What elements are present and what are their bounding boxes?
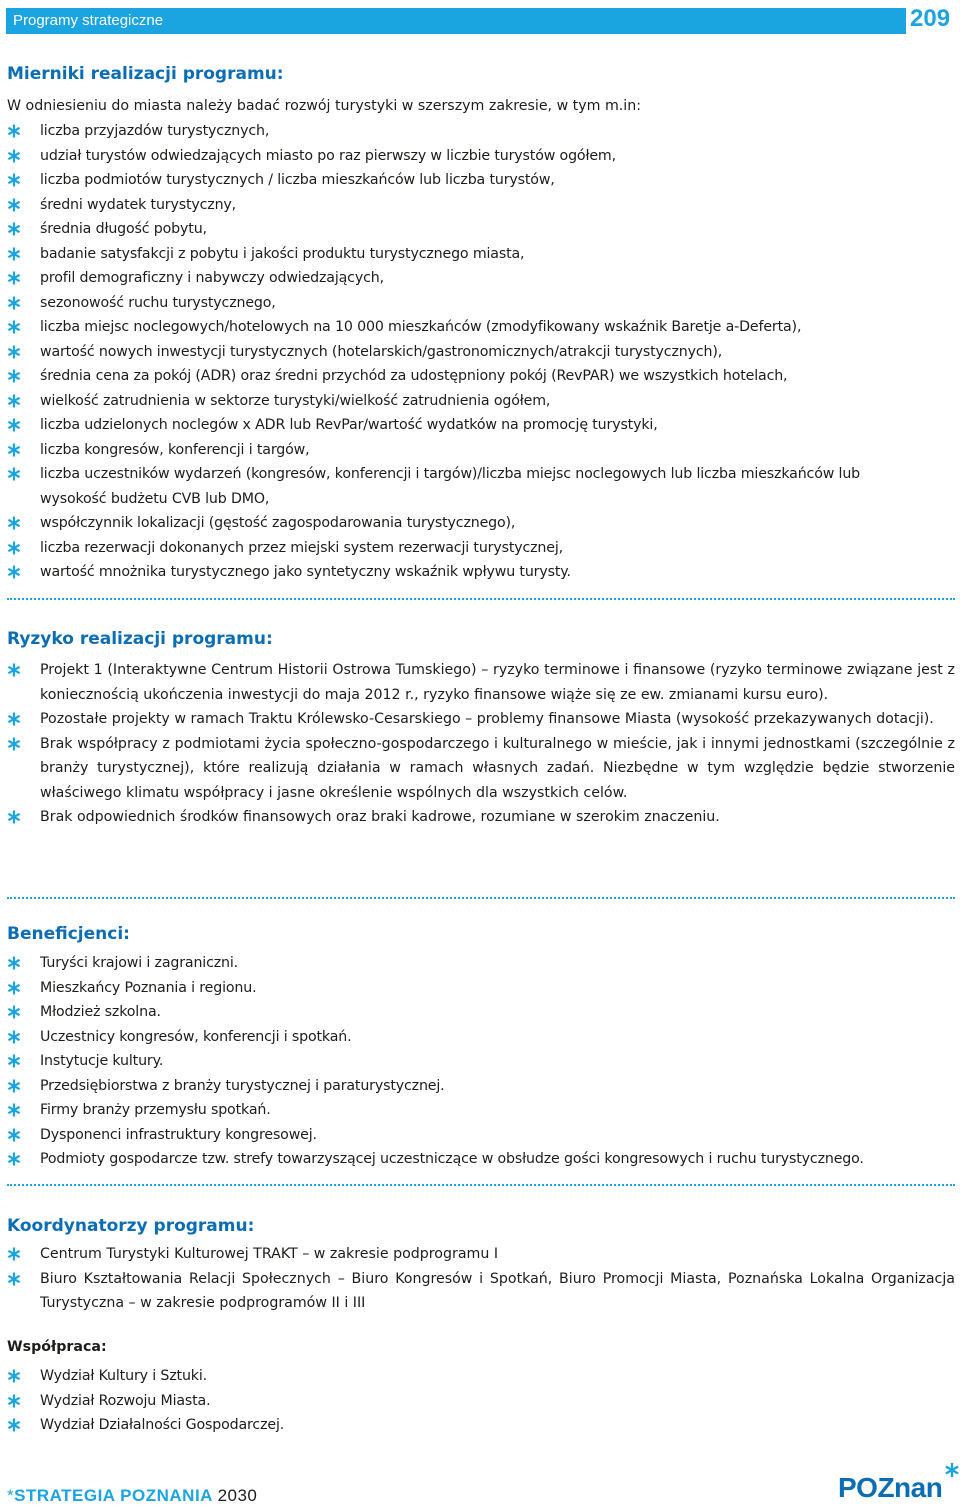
mierniki-title: Mierniki realizacji programu: bbox=[7, 64, 284, 84]
list-item-text: Centrum Turystyki Kulturowej TRAKT – w zakresie podprogramu I bbox=[40, 1246, 499, 1262]
list-item-text: Projekt 1 (Interaktywne Centrum Historii Ostrowa Tumskiego) – ryzyko terminowe i finansowe (ryzyko terminowe związane jest z koniecznością ukończenia inwestycji do maja 2012 r., ryzyko finansowe wiąże się ze ew. zmianami kursu euro). bbox=[40, 662, 955, 703]
list-item bbox=[0, 242, 955, 267]
asterisk-bullet-icon bbox=[6, 540, 22, 556]
footer-strategia bbox=[7, 1486, 257, 1506]
list-item-text: wartość mnożnika turystycznego jako syntetyczny wskaźnik wpływu turysty. bbox=[40, 564, 571, 580]
footer-star: * bbox=[7, 1486, 15, 1505]
asterisk-bullet-icon bbox=[6, 515, 22, 531]
list-item bbox=[0, 536, 955, 561]
asterisk-bullet-icon bbox=[6, 123, 22, 139]
poznan-logo-text: POZnan bbox=[838, 1472, 943, 1503]
list-item-text: wartość nowych inwestycji turystycznych (hotelarskich/gastronomicznych/atrakcji turystycznych), bbox=[40, 343, 723, 360]
asterisk-bullet-icon bbox=[6, 197, 22, 213]
asterisk-bullet-icon bbox=[6, 417, 22, 433]
list-item-text: udział turystów odwiedzających miasto po raz pierwszy w liczbie turystów ogółem, bbox=[40, 147, 616, 164]
section-divider bbox=[7, 598, 955, 600]
asterisk-bullet-icon bbox=[6, 1004, 22, 1020]
list-item-text: Mieszkańcy Poznania i regionu. bbox=[40, 979, 257, 996]
list-item-text: liczba podmiotów turystycznych / liczba mieszkańców lub liczba turystów, bbox=[40, 172, 555, 188]
list-item bbox=[0, 1074, 955, 1099]
list-item-text: liczba rezerwacji dokonanych przez miejski system rezerwacji turystycznej, bbox=[40, 539, 564, 556]
asterisk-bullet-icon bbox=[6, 1053, 22, 1069]
list-item bbox=[0, 413, 955, 438]
asterisk-bullet-icon bbox=[6, 1368, 22, 1384]
list-item-text: Podmioty gospodarcze tzw. strefy towarzyszącej uczestniczące w obsłudze gości kongresowych i ruchu turystycznego. bbox=[40, 1151, 864, 1167]
mierniki-intro: W odniesieniu do miasta należy badać rozwój turystyki w szerszym zakresie, w tym m.in: bbox=[7, 98, 642, 114]
list-item-text: Wydział Rozwoju Miasta. bbox=[40, 1392, 211, 1409]
list-item bbox=[0, 1147, 955, 1172]
poznan-logo bbox=[838, 1472, 942, 1504]
list-item bbox=[0, 168, 955, 193]
list-item-text: liczba przyjazdów turystycznych, bbox=[40, 123, 270, 139]
list-item bbox=[0, 1025, 955, 1050]
ryzyko-list bbox=[0, 658, 955, 830]
mierniki-list bbox=[0, 119, 955, 585]
list-item-text: średnia długość pobytu, bbox=[40, 221, 207, 237]
asterisk-bullet-icon bbox=[6, 1127, 22, 1143]
list-item bbox=[0, 1364, 955, 1389]
asterisk-bullet-icon bbox=[6, 1417, 22, 1433]
footer-strategia-label: STRATEGIA POZNANIA bbox=[14, 1486, 213, 1505]
list-item-text: Wydział Działalności Gospodarczej. bbox=[40, 1417, 285, 1433]
list-item bbox=[0, 1267, 955, 1316]
list-item-text: sezonowość ruchu turystycznego, bbox=[40, 294, 276, 311]
list-item-text: Brak odpowiednich środków finansowych oraz braki kadrowe, rozumiane w szerokim znaczeniu. bbox=[40, 809, 720, 825]
asterisk-bullet-icon bbox=[6, 368, 22, 384]
section-divider bbox=[7, 1184, 955, 1186]
asterisk-bullet-icon bbox=[6, 736, 22, 752]
wspolpraca-list bbox=[0, 1364, 955, 1438]
asterisk-bullet-icon bbox=[6, 1102, 22, 1118]
list-item-text: Dysponenci infrastruktury kongresowej. bbox=[40, 1126, 317, 1143]
asterisk-bullet-icon bbox=[6, 319, 22, 335]
asterisk-bullet-icon bbox=[6, 393, 22, 409]
list-item bbox=[0, 364, 955, 389]
asterisk-bullet-icon bbox=[6, 1393, 22, 1409]
list-item-text: liczba miejsc noclegowych/hotelowych na 10 000 mieszkańców (zmodyfikowany wskaźnik Baretje a-Deferta), bbox=[40, 319, 802, 335]
section-divider bbox=[7, 897, 955, 899]
list-item bbox=[0, 1123, 955, 1148]
list-item-text: Pozostałe projekty w ramach Traktu Królewsko-Cesarskiego – problemy finansowe Miasta (wysokość przekazywanych dotacji). bbox=[40, 711, 934, 727]
wspolpraca-title: Współpraca: bbox=[7, 1339, 107, 1355]
list-item-text: liczba kongresów, konferencji i targów, bbox=[40, 441, 310, 458]
list-item bbox=[0, 976, 955, 1001]
header-bar bbox=[6, 8, 906, 34]
list-item bbox=[0, 1000, 955, 1025]
list-item bbox=[0, 291, 955, 316]
asterisk-bullet-icon bbox=[6, 955, 22, 971]
asterisk-bullet-icon bbox=[6, 1271, 22, 1287]
asterisk-bullet-icon bbox=[6, 246, 22, 262]
list-item-text: Wydział Kultury i Sztuki. bbox=[40, 1368, 208, 1384]
list-item-text: Biuro Kształtowania Relacji Społecznych – Biuro Kongresów i Spotkań, Biuro Promocji Miasta, Poznańska Lokalna Organizacja Turystyczna – w zakresie podprogramów II i III bbox=[40, 1270, 955, 1311]
asterisk-bullet-icon bbox=[6, 980, 22, 996]
asterisk-bullet-icon bbox=[6, 1151, 22, 1167]
asterisk-bullet-icon bbox=[6, 442, 22, 458]
asterisk-bullet-icon bbox=[6, 148, 22, 164]
asterisk-bullet-icon bbox=[6, 564, 22, 580]
list-item-text: profil demograficzny i nabywczy odwiedzających, bbox=[40, 270, 384, 286]
list-item bbox=[0, 732, 955, 806]
list-item bbox=[0, 144, 955, 169]
list-item bbox=[0, 1242, 955, 1267]
list-item-continuation bbox=[0, 487, 955, 512]
header-title: Programy strategiczne bbox=[13, 12, 164, 29]
list-item bbox=[0, 217, 955, 242]
asterisk-bullet-icon bbox=[6, 809, 22, 825]
list-item bbox=[0, 462, 955, 487]
list-item bbox=[0, 315, 955, 340]
asterisk-bullet-icon bbox=[6, 711, 22, 727]
list-item bbox=[0, 193, 955, 218]
koordynatorzy-title: Koordynatorzy programu: bbox=[7, 1216, 255, 1236]
list-item-text: Młodzież szkolna. bbox=[40, 1004, 161, 1020]
asterisk-bullet-icon bbox=[6, 295, 22, 311]
list-item-text: wielkość zatrudnienia w sektorze turystyki/wielkość zatrudnienia ogółem, bbox=[40, 392, 551, 409]
beneficjenci-list bbox=[0, 951, 955, 1172]
list-item-text: liczba uczestników wydarzeń (kongresów, konferencji i targów)/liczba miejsc noclegowych lub liczba mieszkańców lub bbox=[40, 466, 861, 482]
list-item-text: badanie satysfakcji z pobytu i jakości produktu turystycznego miasta, bbox=[40, 245, 525, 262]
list-item bbox=[0, 266, 955, 291]
list-item bbox=[0, 389, 955, 414]
list-item-text: Instytucje kultury. bbox=[40, 1053, 164, 1069]
list-item bbox=[0, 1049, 955, 1074]
list-item-text: Firmy branży przemysłu spotkań. bbox=[40, 1102, 271, 1118]
list-item-text: średni wydatek turystyczny, bbox=[40, 196, 237, 213]
page-number: 209 bbox=[910, 5, 951, 32]
asterisk-icon bbox=[944, 1462, 960, 1478]
asterisk-bullet-icon bbox=[6, 1029, 22, 1045]
list-item-text: wysokość budżetu CVB lub DMO, bbox=[40, 490, 270, 507]
list-item bbox=[0, 1413, 955, 1438]
list-item-text: Brak współpracy z podmiotami życia społeczno-gospodarczego i kulturalnego w mieście, jak i innymi jednostkami (szczególnie z branży turystycznej), które realizują działania w ramach własnych zadań. Niezbędne w tym względzie będzie stworzenie właściwego klimatu współpracy i jasne określenie wspólnych dla wszystkich celów. bbox=[40, 735, 955, 801]
list-item bbox=[0, 438, 955, 463]
asterisk-bullet-icon bbox=[6, 172, 22, 188]
list-item bbox=[0, 511, 955, 536]
list-item bbox=[0, 658, 955, 707]
asterisk-bullet-icon bbox=[6, 270, 22, 286]
asterisk-bullet-icon bbox=[6, 221, 22, 237]
footer-year: 2030 bbox=[217, 1486, 258, 1505]
asterisk-bullet-icon bbox=[6, 466, 22, 482]
asterisk-bullet-icon bbox=[6, 1078, 22, 1094]
list-item bbox=[0, 119, 955, 144]
list-item bbox=[0, 951, 955, 976]
list-item-text: Uczestnicy kongresów, konferencji i spotkań. bbox=[40, 1028, 352, 1045]
asterisk-bullet-icon bbox=[6, 662, 22, 678]
list-item-text: Turyści krajowi i zagraniczni. bbox=[40, 955, 239, 971]
list-item-text: liczba udzielonych noclegów x ADR lub RevPar/wartość wydatków na promocję turystyki, bbox=[40, 417, 658, 433]
list-item bbox=[0, 1098, 955, 1123]
list-item-text: średnia cena za pokój (ADR) oraz średni przychód za udostępniony pokój (RevPAR) we wszystkich hotelach, bbox=[40, 368, 788, 384]
list-item bbox=[0, 1389, 955, 1414]
ryzyko-title: Ryzyko realizacji programu: bbox=[7, 629, 273, 649]
beneficjenci-title: Beneficjenci: bbox=[7, 924, 130, 944]
list-item-text: Przedsiębiorstwa z branży turystycznej i paraturystycznej. bbox=[40, 1077, 445, 1094]
list-item bbox=[0, 340, 955, 365]
list-item bbox=[0, 805, 955, 830]
list-item bbox=[0, 560, 955, 585]
list-item bbox=[0, 707, 955, 732]
asterisk-bullet-icon bbox=[6, 1246, 22, 1262]
koordynatorzy-list bbox=[0, 1242, 955, 1316]
asterisk-bullet-icon bbox=[6, 344, 22, 360]
list-item-text: współczynnik lokalizacji (gęstość zagospodarowania turystycznego), bbox=[40, 515, 516, 531]
